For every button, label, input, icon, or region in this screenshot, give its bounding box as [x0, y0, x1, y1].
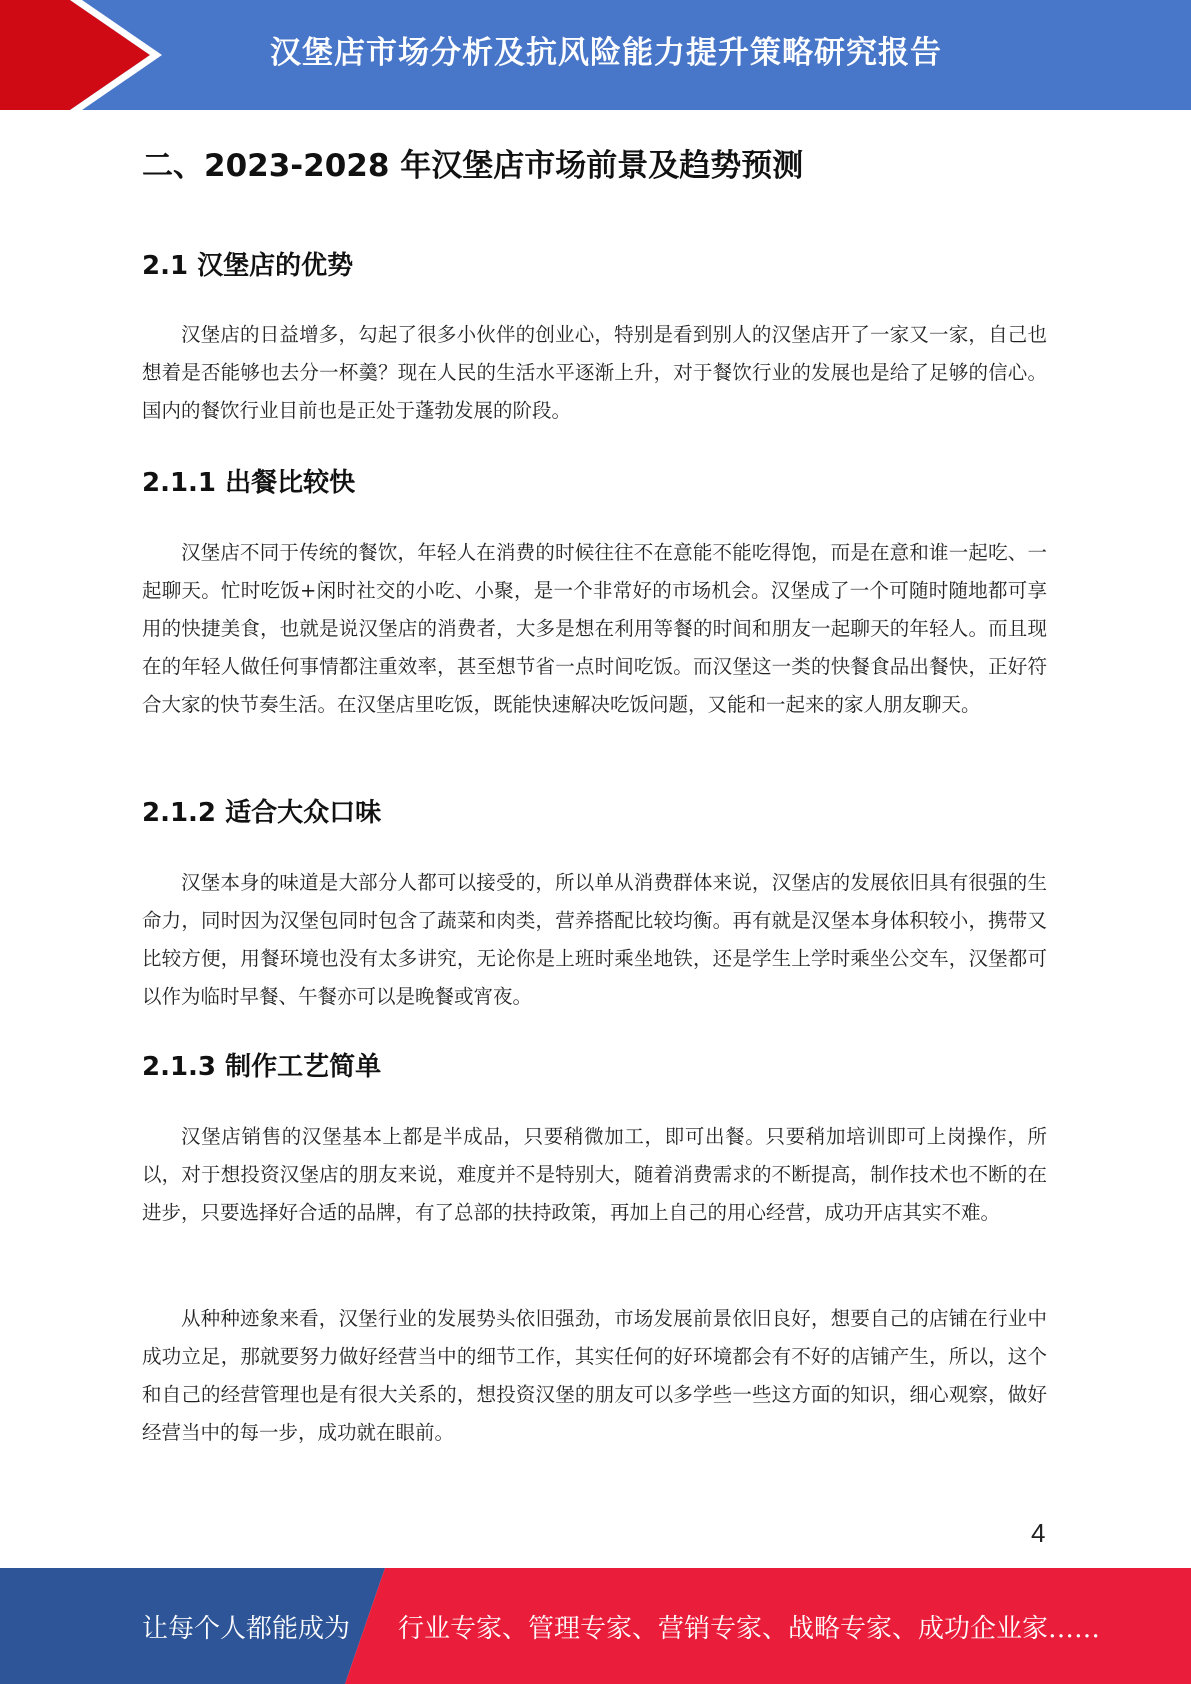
- paragraph: 汉堡店不同于传统的餐饮，年轻人在消费的时候往往不在意能不能吃得饱，而是在意和谁一起吃、一起聊天。忙时吃饭+闲时社交的小吃、小聚，是一个非常好的市场机会。汉堡成了一个可随时随地都可享用的快捷美食，也就是说汉堡店的消费者，大多是想在利用等餐的时间和朋友一起聊天的年轻人。而且现在的年轻人做任何事情都注重效率，甚至想节省一点时间吃饭。而汉堡这一类的快餐食品出餐快，正好符合大家的快节奏生活。在汉堡店里吃饭，既能快速解决吃饭问题，又能和一起来的家人朋友聊天。: [142, 541, 1047, 716]
- paragraph: 从种种迹象来看，汉堡行业的发展势头依旧强劲，市场发展前景依旧良好，想要自己的店铺在行业中成功立足，那就要努力做好经营当中的细节工作，其实任何的好环境都会有不好的店铺产生，所以，这个和自己的经营管理也是有很大关系的，想投资汉堡的朋友可以多学些一些这方面的知识，细心观察，做好经营当中的每一步，成功就在眼前。: [142, 1307, 1047, 1444]
- subsection-heading-2-1-3: 2.1.3 制作工艺简单: [142, 1052, 382, 1082]
- report-title: 汉堡店市场分析及抗风险能力提升策略研究报告: [270, 35, 942, 71]
- footer-slogan-left: 让每个人都能成为: [142, 1614, 351, 1644]
- subsection-heading-2-1: 2.1 汉堡店的优势: [142, 251, 354, 281]
- report-header: [0, 0, 1191, 110]
- subsection-heading-2-1-1: 2.1.1 出餐比较快: [142, 468, 356, 498]
- report-footer: [0, 1568, 1191, 1684]
- subsection-heading-2-1-2: 2.1.2 适合大众口味: [142, 798, 382, 828]
- paragraph: 汉堡店的日益增多，勾起了很多小伙伴的创业心，特别是看到别人的汉堡店开了一家又一家，自己也想着是否能够也去分一杯羹？现在人民的生活水平逐渐上升，对于餐饮行业的发展也是给了足够的信心。国内的餐饮行业目前也是正处于蓬勃发展的阶段。: [142, 323, 1047, 422]
- paragraph: 汉堡店销售的汉堡基本上都是半成品，只要稍微加工，即可出餐。只要稍加培训即可上岗操作，所以，对于想投资汉堡店的朋友来说，难度并不是特别大，随着消费需求的不断提高，制作技术也不断的在进步，只要选择好合适的品牌，有了总部的扶持政策，再加上自己的用心经营，成功开店其实不难。: [142, 1125, 1047, 1224]
- footer-slogan-right: 行业专家、管理专家、营销专家、战略专家、成功企业家……: [398, 1614, 1101, 1644]
- paragraph: 汉堡本身的味道是大部分人都可以接受的，所以单从消费群体来说，汉堡店的发展依旧具有很强的生命力，同时因为汉堡包同时包含了蔬菜和肉类，营养搭配比较均衡。再有就是汉堡本身体积较小，携带又比较方便，用餐环境也没有太多讲究，无论你是上班时乘坐地铁，还是学生上学时乘坐公交车，汉堡都可以作为临时早餐、午餐亦可以是晚餐或宵夜。: [142, 871, 1047, 1008]
- section-title: 二、2023-2028 年汉堡店市场前景及趋势预测: [142, 148, 804, 184]
- page-number: 4: [1031, 1518, 1046, 1548]
